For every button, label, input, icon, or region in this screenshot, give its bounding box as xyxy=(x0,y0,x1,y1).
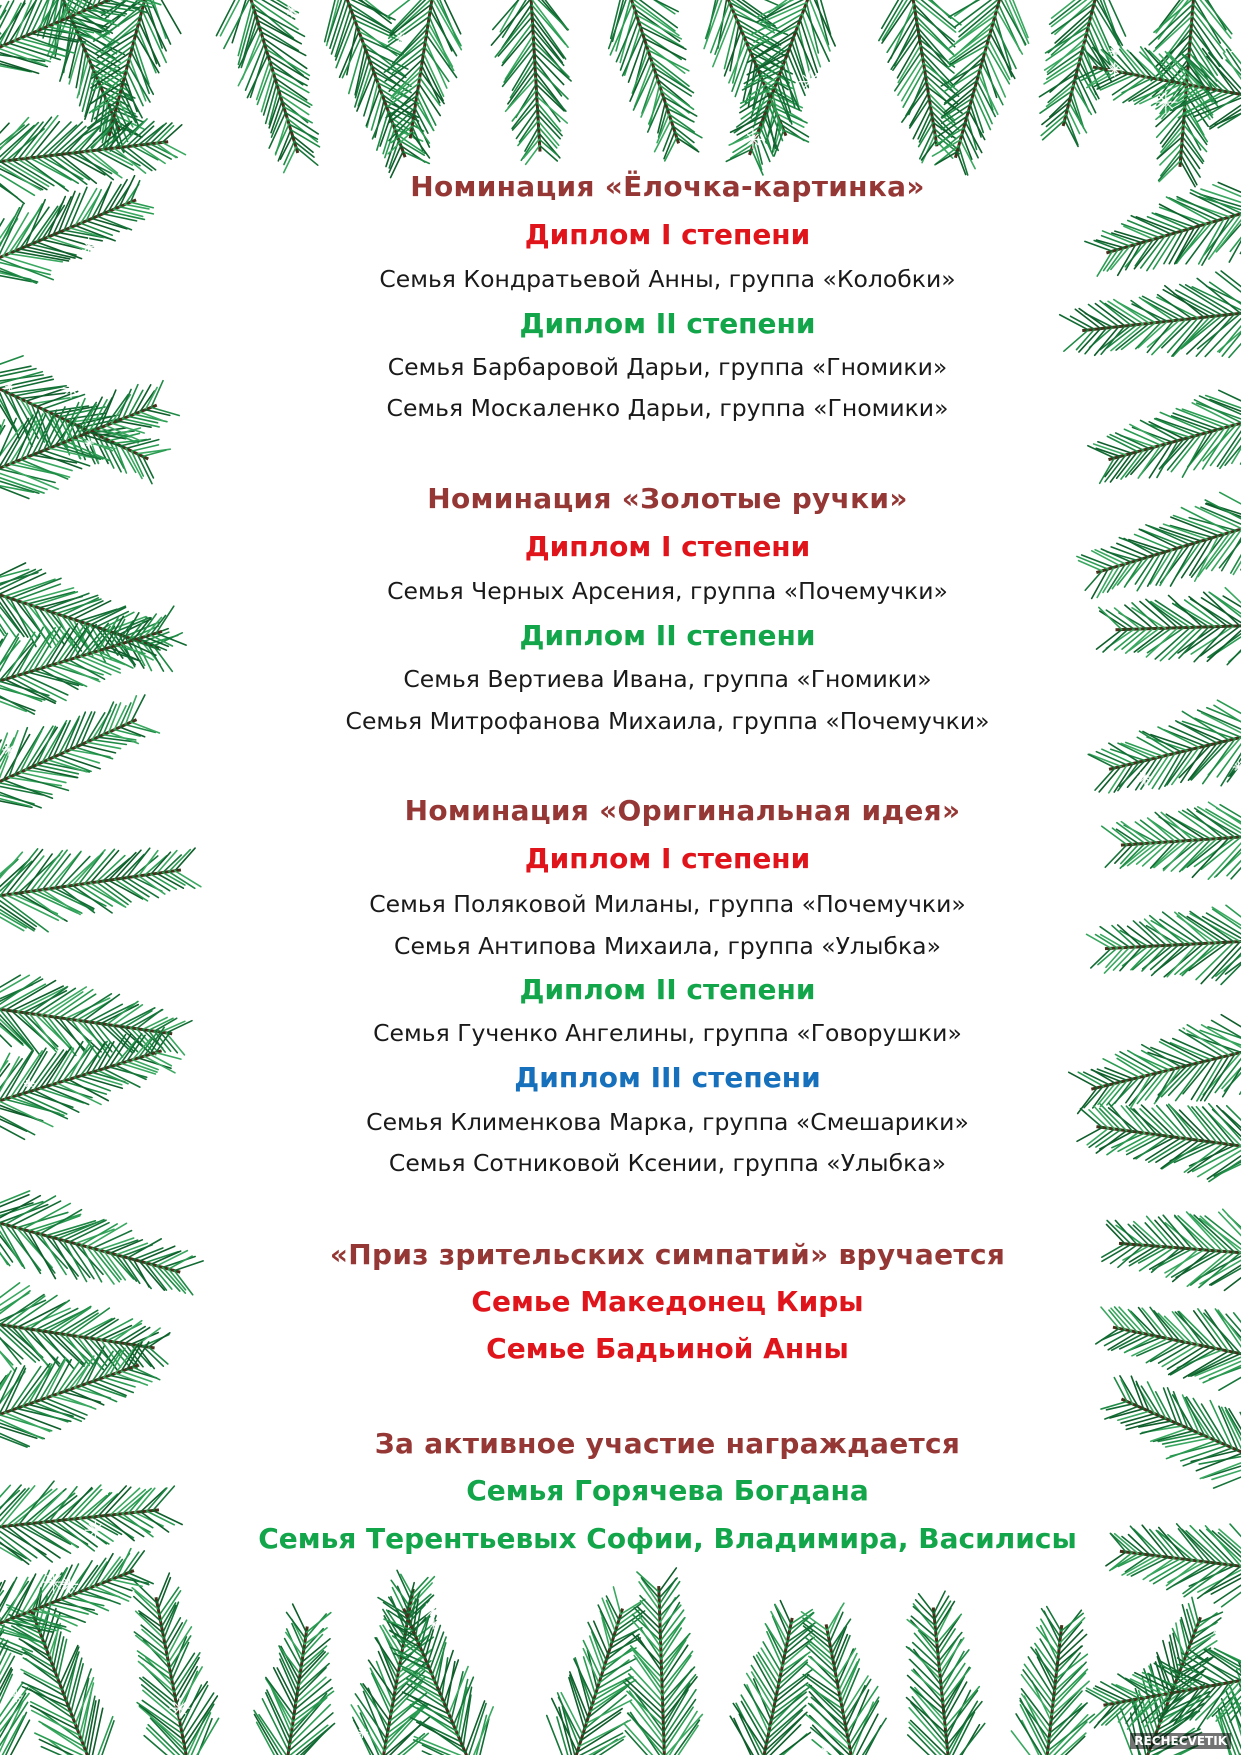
family-entry: Семья Сотниковой Ксении, группа «Улыбка» xyxy=(388,1149,947,1177)
family-entry: Семья Поляковой Миланы, группа «Почемучки» xyxy=(369,890,966,918)
family-entry: Семья Черных Арсения, группа «Почемучки» xyxy=(387,577,948,605)
diploma-first-degree: Диплом I степени xyxy=(524,218,811,251)
audience-prize-winner: Семье Македонец Киры xyxy=(471,1285,864,1318)
active-participation-title: За активное участие награждается xyxy=(374,1427,961,1460)
active-participation-winner: Семья Терентьевых Софии, Владимира, Василисы xyxy=(258,1522,1077,1555)
family-entry: Семья Гученко Ангелины, группа «Говорушки» xyxy=(373,1019,962,1047)
audience-prize-winner: Семье Бадьиной Анны xyxy=(486,1332,849,1365)
family-entry: Семья Вертиева Ивана, группа «Гномики» xyxy=(403,665,932,693)
nomination-title: Номинация «Золотые ручки» xyxy=(427,482,908,515)
family-entry: Семья Клименкова Марка, группа «Смешарики» xyxy=(366,1108,969,1136)
family-entry: Семья Митрофанова Михаила, группа «Почемучки» xyxy=(345,707,990,735)
family-entry: Семья Антипова Михаила, группа «Улыбка» xyxy=(394,932,941,960)
active-participation-winner: Семья Горячева Богдана xyxy=(466,1474,869,1507)
diploma-second-degree: Диплом II степени xyxy=(519,307,816,340)
family-entry: Семья Кондратьевой Анны, группа «Колобки» xyxy=(379,265,956,293)
nomination-title: Номинация «Ёлочка-картинка» xyxy=(410,170,925,203)
diploma-third-degree: Диплом III степени xyxy=(514,1061,821,1094)
nomination-title: Номинация «Оригинальная идея» xyxy=(404,794,961,827)
diploma-second-degree: Диплом II степени xyxy=(519,619,816,652)
family-entry: Семья Москаленко Дарьи, группа «Гномики» xyxy=(386,394,949,422)
audience-prize-title: «Приз зрительских симпатий» вручается xyxy=(329,1238,1006,1271)
diploma-second-degree: Диплом II степени xyxy=(519,973,816,1006)
watermark: RECHECVETIK xyxy=(1130,1733,1231,1749)
family-entry: Семья Барбаровой Дарьи, группа «Гномики» xyxy=(387,353,948,381)
diploma-first-degree: Диплом I степени xyxy=(524,842,811,875)
diploma-first-degree: Диплом I степени xyxy=(524,530,811,563)
